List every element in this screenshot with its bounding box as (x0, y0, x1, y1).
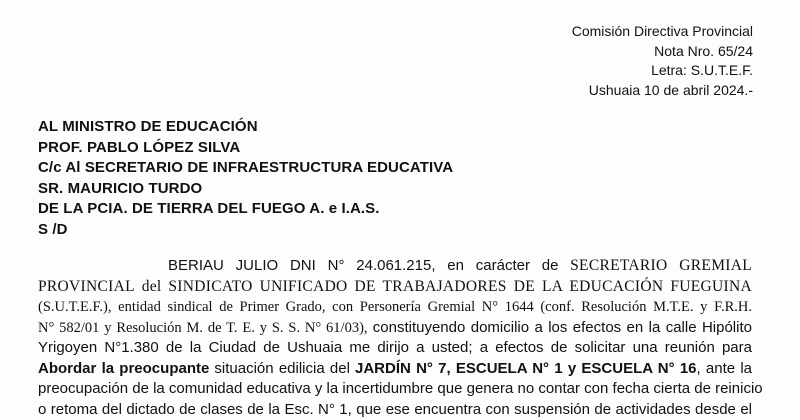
body-line-2: PROVINCIAL del SINDICATO UNIFICADO DE TRABAJADORES DE LA EDUCACIÓN FUEGUINA (38, 277, 752, 298)
note-number: Nota Nro. 65/24 (572, 42, 753, 62)
body-line-7: preocupación de la comunidad educativa y la incertidumbre que genera no contar con fecha cierta de reinicio (38, 379, 752, 400)
commission-name: Comisión Directiva Provincial (572, 22, 753, 42)
recipient-line: C/c Al SECRETARIO DE INFRAESTRUCTURA EDUCATIVA (38, 158, 453, 179)
recipient-line: AL MINISTRO DE EDUCACIÓN (38, 117, 453, 138)
body-line-1: BERIAU JULIO DNI N° 24.061.215, en carácter de SECRETARIO GREMIAL (38, 256, 752, 277)
recipient-line: PROF. PABLO LÓPEZ SILVA (38, 138, 453, 159)
body-line-4: N° 582/01 y Resolución M. de T. E. y S. S. N° 61/03), constituyendo domicilio a los efectos en la calle Hipólito (38, 318, 752, 339)
recipient-line: S /D (38, 220, 453, 241)
recipient-line: SR. MAURICIO TURDO (38, 179, 453, 200)
letter-header (572, 22, 753, 100)
body-line-3: (S.U.T.E.F.), entidad sindical de Primer Grado, con Personería Gremial N° 1644 (conf. Resolución M.T.E. y F.R.H. (38, 297, 752, 318)
body-line-8: o retoma del dictado de clases de la Esc. N° 1, que ese encuentra con suspensión de actividades desde el (38, 400, 752, 420)
recipients-block (38, 117, 453, 240)
body-line-5: Yrigoyen N°1.380 de la Ciudad de Ushuaia me dirijo a usted; a efectos de solicitar una reunión para (38, 338, 752, 359)
letter-body (38, 256, 752, 420)
letter-code: Letra: S.U.T.E.F. (572, 61, 753, 81)
place-date: Ushuaia 10 de abril 2024.- (572, 81, 753, 101)
recipient-line: DE LA PCIA. DE TIERRA DEL FUEGO A. e I.A.S. (38, 199, 453, 220)
body-line-6: Abordar la preocupante situación edilicia del JARDÍN N° 7, ESCUELA N° 1 y ESCUELA N° 16, ante la (38, 359, 752, 380)
